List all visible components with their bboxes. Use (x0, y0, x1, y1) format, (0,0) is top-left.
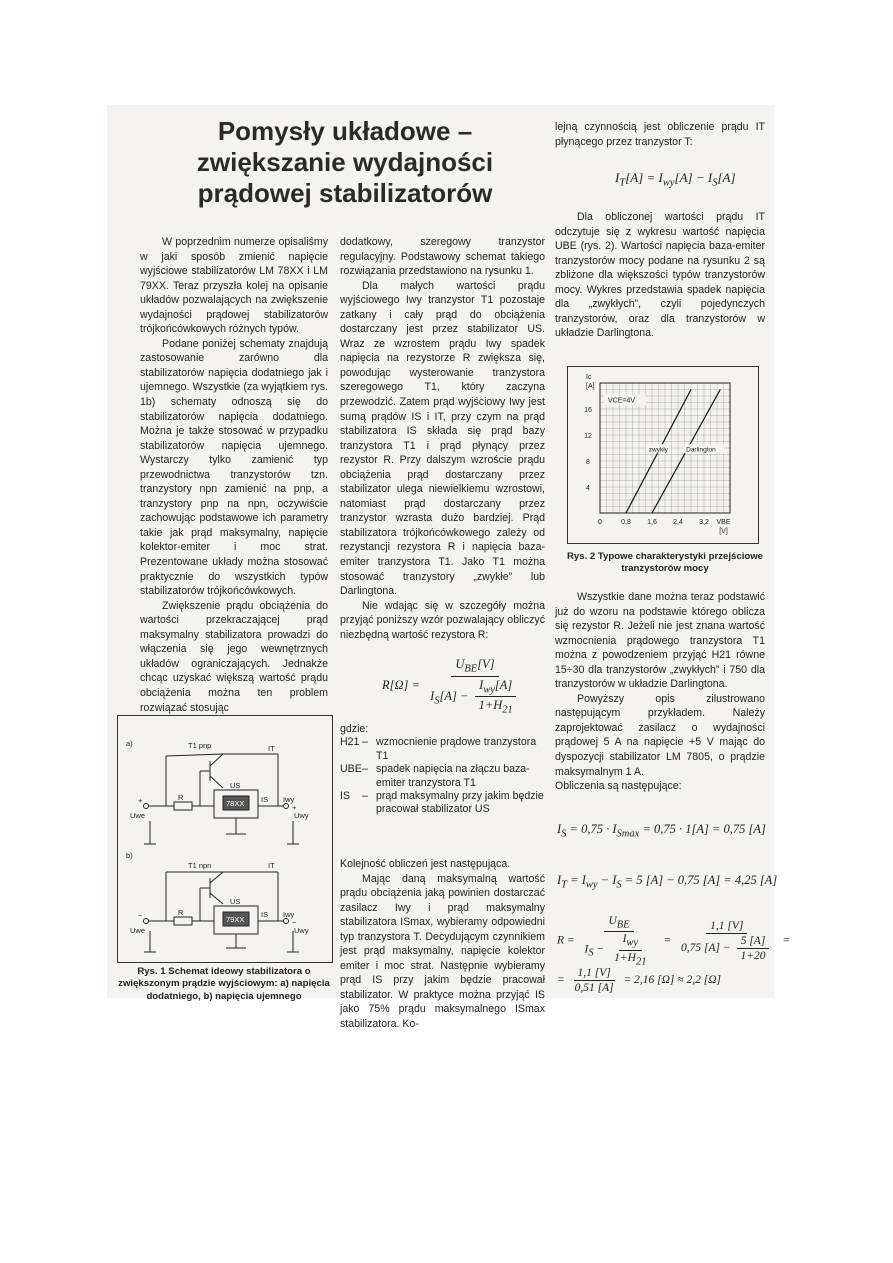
figure-1-caption: Rys. 1 Schemat ideowy stabilizatora o zwiększonym prądzie wyjściowym: a) napięcia dodatniego, b) napięcia ujemnego (118, 966, 330, 1002)
y-tick-label: 4 (586, 485, 590, 492)
column-3-bottom (555, 590, 765, 794)
paragraph: Zwiększenie prądu obciążenia do wartości przekraczającej prąd maksymalny stabilizatora prowadzi do włączenia się jego wewnętrznych układów ograniczających. Jednakże chcąc uzyskać większą wartość prądu obciążenia można ten problem rozwiązać stosując (140, 599, 328, 714)
column-2-bottom (340, 857, 545, 1032)
paragraph: Dla małych wartości prądu wyjściowego Iwy tranzystor T1 pozostaje zatkany i cały prąd do obciążenia dostarczany jest przez stabilizator US. Wraz ze wzrostem prądu Iwy spadek napięcia na rezystorze R zwiększa się, powodując wysterowanie tranzystora szeregowego T1, który zaczyna przewodzić. Zatem prąd wyjściowy Iwy jest sumą prądów IS i IT, przy czym na prąd stabilizatora IS składa się prąd bazy tranzystora T1 i prąd płynący przez rezystor R. Przy dalszym wzroście prądu obciążenia prąd dostarczany przez stabilizator ulega niewielkiemu wzrostowi, natomiast prąd dostarczany przez tranzystor wzrasta dużo bardziej. Prąd stabilizatora trójkońcówkowego zależy od rezystancji rezystora R i napięcia baza-emiter tranzystora T1. Jako T1 można stosować tranzystory „zwykłe” lub Darlingtona. (340, 279, 545, 598)
paragraph: Mając daną maksymalną wartość prądu obciążenia jaką powinien dostarczać zasilacz Iwy i prąd maksymalny stabilizatora ISmax, wybieramy odpowiedni typ tranzystora T. Decydującym czynnikiem jest prąd maksymalny, napięcie kolektor emiter i moc strat. Następnie wybieramy prąd IS przy jakim będzie pracował stabilizator. W praktyce można przyjąć IS jako 75% prądu maksymalnego ISmax stabilizatora. Ko- (340, 872, 545, 1031)
x-tick-label: 3,2 (699, 519, 709, 526)
vce-annotation: VCE=4V (608, 397, 636, 405)
fig1a-uwe: Uwe (130, 811, 146, 820)
paragraph: Nie wdając się w szczegóły można przyjąć poniższy wzór pozwalający obliczyć niezbędną wartość rezystora R: (340, 599, 545, 641)
fig1a-transistor: T1 pnp (188, 741, 212, 750)
column-3-mid (555, 210, 765, 341)
fig1b-iwy: Iwy (283, 910, 295, 919)
list-item: UBE – spadek napięcia na złączu baza-emiter tranzystora T1 (340, 763, 530, 789)
formula-r-result: = $\frac{1,1 [V]}{0,51 [A]}$ = 2,16 [Ω] ≈ 2,2 [Ω] (557, 967, 721, 994)
fig1b-us: US (230, 897, 241, 906)
x-axis-label: VBE (716, 519, 731, 526)
paragraph: Kolejność obliczeń jest następująca. (340, 858, 511, 870)
series-label: zwykły (648, 446, 668, 454)
fig1a-it: IT (268, 744, 275, 753)
article-title: Pomysły układowe – zwiększanie wydajności prądowej stabilizatorów (196, 116, 494, 208)
fig1a-iwy: Iwy (283, 795, 295, 804)
series-label: Darlington (686, 446, 716, 454)
formula-it-value: $I_T = I_{wy} - I_S = 5$ [A] − 0,75 [A] = 4,25 [A] (557, 873, 778, 891)
fig1a-uwy: Uwy (294, 811, 309, 820)
fig1b-minus: − (138, 911, 143, 920)
paragraph: W poprzednim numerze opisaliśmy w jaki sposób zmienić napięcie wyjściowe stabilizatorów LM 78XX i LM 79XX. Teraz przyszła kolej na opisanie układów pozwalających na zwiększenie wydajności prądowej stabilizatorów trójkońcówkowych różnych typów. (140, 236, 328, 336)
figure-2 (567, 366, 759, 544)
fig1a-plus: + (138, 796, 143, 805)
transfer-characteristics-chart (568, 367, 758, 543)
paragraph: Wszystkie dane można teraz podstawić już do wzoru na podstawie którego oblicza się rezystor R. Jeżeli nie jest znana wartość wzmocnienia prądowego tranzystora T1 można z powodzeniem przyjąć H21 równe 15÷30 dla tranzystorów „zwykłych” i 750 dla tranzystorów w układzie Darlingtona. (555, 591, 765, 691)
y-axis-unit: [A] (586, 383, 595, 390)
fig1b-is: IS (261, 910, 269, 919)
fig1a-ic: 78XX (226, 799, 245, 808)
x-tick-label: 0 (598, 519, 602, 526)
schematic-diagram (118, 716, 332, 962)
fig1b-minus-out: − (292, 918, 297, 927)
list-item: H21 – wzmocnienie prądowe tranzystora T1 (340, 736, 537, 762)
fig1b-transistor: T1 npn (188, 861, 212, 870)
y-tick-label: 16 (584, 407, 592, 414)
paragraph: Dla obliczonej wartości prądu IT odczytuje się z wykresu wartość napięcia UBE (rys. 2). Wartości napięcia baza-emiter tranzystorów mocy podane na rysunku 2 są zbliżone dla większości typów tranzystorów mocy. Wykres przedstawia spadek napięcia dla „zwykłych”, czyli pojedynczych tranzystorów, oraz dla tranzystorów w układzie Darlingtona. (555, 211, 765, 340)
paragraph: Obliczenia są następujące: (555, 780, 682, 793)
x-tick-label: 1,6 (647, 519, 657, 526)
paragraph: lejną czynnością jest obliczenie prądu IT płynącego przez tranzystor T: (555, 121, 765, 148)
y-tick-label: 8 (586, 459, 590, 466)
figure-2-caption: Rys. 2 Typowe charakterystyki przejściowe tranzystorów mocy (566, 551, 764, 575)
x-axis-unit: [V] (719, 528, 728, 535)
formula-r: R[Ω] = $U_{BE}[V]$ $I_S[A]$ − $\frac{I_{wy}[A]}{1+H_{21}}$ (382, 657, 527, 716)
fig1b-uwe: Uwe (130, 926, 146, 935)
formula-it: $I_T[A] = I_{wy}[A] - I_S[A]$ (615, 170, 736, 189)
paragraph: dodatkowy, szeregowy tranzystor regulacyjny. Podstawowy schemat takiego rozwiązania przedstawiono na rysunku 1. (340, 236, 545, 278)
fig1a-label: a) (126, 739, 133, 748)
list-item: IS – prąd maksymalny przy jakim będzie pracował stabilizator US (340, 790, 544, 816)
figure-1 (117, 715, 333, 963)
fig1a-plus-out: + (292, 803, 297, 812)
column-1 (140, 235, 328, 715)
y-tick-label: 12 (584, 433, 592, 440)
fig1b-uwy: Uwy (294, 926, 309, 935)
gdzie-label: gdzie: (340, 723, 369, 735)
x-tick-label: 0,8 (621, 519, 631, 526)
fig1b-label: b) (126, 851, 133, 860)
fig1a-us: US (230, 781, 241, 790)
formula-is: $I_S = 0,75 \cdot I_{Smax} = 0,75 \cdot 1[A] = 0,75$ [A] (557, 822, 766, 840)
y-axis-label: Ic (586, 374, 592, 381)
formula-r-value: R = $U_{BE}$ $I_S$ − $\frac{I_{wy}}{1+H_{21}}$ = 1,1 [V] 0,75 [A] − $\frac{5 [A]}{1+20}$ = (557, 915, 791, 967)
fig1b-it: IT (268, 861, 275, 870)
fig1a-is: IS (261, 795, 269, 804)
x-tick-label: 2,4 (673, 519, 683, 526)
paragraph: Powyższy opis zilustrowano następującym przykładem. Należy zaprojektować zasilacz o wydajności prądowej 5 A na napięcie +5 V mając do dyspozycji stabilizator LM 7805, o prądzie maksymalnym 1 A. (555, 692, 765, 778)
column-2 (340, 235, 545, 642)
column-3 (555, 120, 765, 149)
fig1b-ic: 79XX (226, 915, 245, 924)
symbol-list (340, 723, 545, 817)
fig1b-r: R (178, 908, 184, 917)
fig1a-r: R (178, 793, 184, 802)
paragraph: Podane poniżej schematy znajdują zastosowanie zarówno dla stabilizatorów napięcia dodatniego jak i ujemnego. Wszystkie (za wyjątkiem rys. 1b) schematy odnoszą się do stabilizatorów napięcia dodatniego. Można je także stosować w przypadku stabilizatorów napięcia ujemnego. Wystarczy tylko zamienić typ przewodnictwa tranzystorów tzn. tranzystory npn zamienić na pnp, a tranzystory pnp na npn, oczywiście zachowując podstawowe ich parametry takie jak prąd maksymalny, napięcie kolektor-emiter i moc strat. Prezentowane układy można stosować praktycznie do wszystkich typów stabilizatorów trójkońcówkowych. (140, 337, 328, 598)
